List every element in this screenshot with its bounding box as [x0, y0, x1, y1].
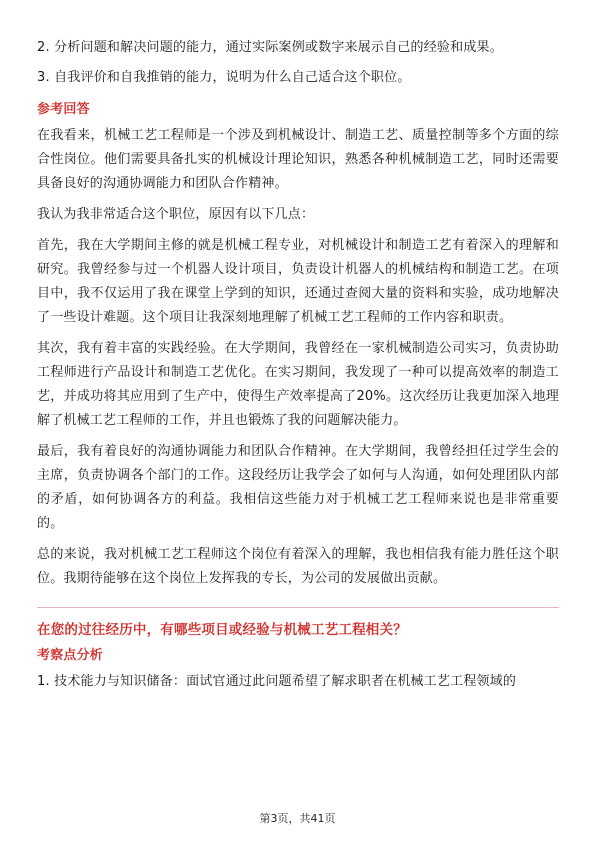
- analysis-heading: 考察点分析: [37, 648, 104, 663]
- answer-paragraph-1: 在我看来，机械工艺工程师是一个涉及到机械设计、制造工艺、质量控制等多个方面的综合性岗位。他们需要具备扎实的机械设计理论知识，熟悉各种机械制造工艺，同时还需要具备良好的沟通协调能力和团队合作精神。: [37, 128, 559, 191]
- answer-paragraph-2: 我认为我非常适合这个职位，原因有以下几点：: [37, 207, 315, 222]
- question-heading: 在您的过往经历中，有哪些项目或经验与机械工艺工程相关？: [37, 622, 407, 638]
- answer-paragraph-5: 最后，我有着良好的沟通协调能力和团队合作精神。在大学期间，我曾经担任过学生会的主席，负责协调各个部门的工作。这段经历让我学会了如何与人沟通，如何处理团队内部的矛盾，如何协调各方的利益。我相信这些能力对于机械工艺工程师来说也是非常重要的。: [37, 444, 559, 531]
- page-footer: 第3页，共41页: [259, 812, 336, 825]
- document-page: [37, 36, 559, 700]
- answer-paragraph-3: 首先，我在大学期间主修的就是机械工程专业，对机械设计和制造工艺有着深入的理解和研究。我曾经参与过一个机器人设计项目，负责设计机器人的机械结构和制造工艺。在项目中，我不仅运用了我在课堂上学到的知识，还通过查阅大量的资料和实验，成功地解决了一些设计难题。这个项目让我深刻地理解了机械工艺工程师的工作内容和职责。: [37, 238, 559, 325]
- analysis-item-1: 1. 技术能力与知识储备：面试官通过此问题希望了解求职者在机械工艺工程领域的: [37, 674, 517, 689]
- list-item-2: 2. 分析问题和解决问题的能力，通过实际案例或数字来展示自己的经验和成果。: [37, 40, 503, 55]
- section-divider: [37, 607, 559, 608]
- answer-paragraph-4: 其次，我有着丰富的实践经验。在大学期间，我曾经在一家机械制造公司实习，负责协助工程师进行产品设计和制造工艺优化。在实习期间，我发现了一种可以提高效率的制造工艺，并成功将其应用到了生产中，使得生产效率提高了20%。这次经历让我更加深入地理解了机械工艺工程师的工作，并且也锻炼了我的问题解决能力。: [37, 341, 559, 428]
- answer-paragraph-6: 总的来说，我对机械工艺工程师这个岗位有着深入的理解，我也相信我有能力胜任这个职位。我期待能够在这个岗位上发挥我的专长，为公司的发展做出贡献。: [37, 547, 559, 586]
- answer-heading: 参考回答: [37, 102, 90, 117]
- list-item-3: 3. 自我评价和自我推销的能力，说明为什么自己适合这个职位。: [37, 70, 411, 85]
